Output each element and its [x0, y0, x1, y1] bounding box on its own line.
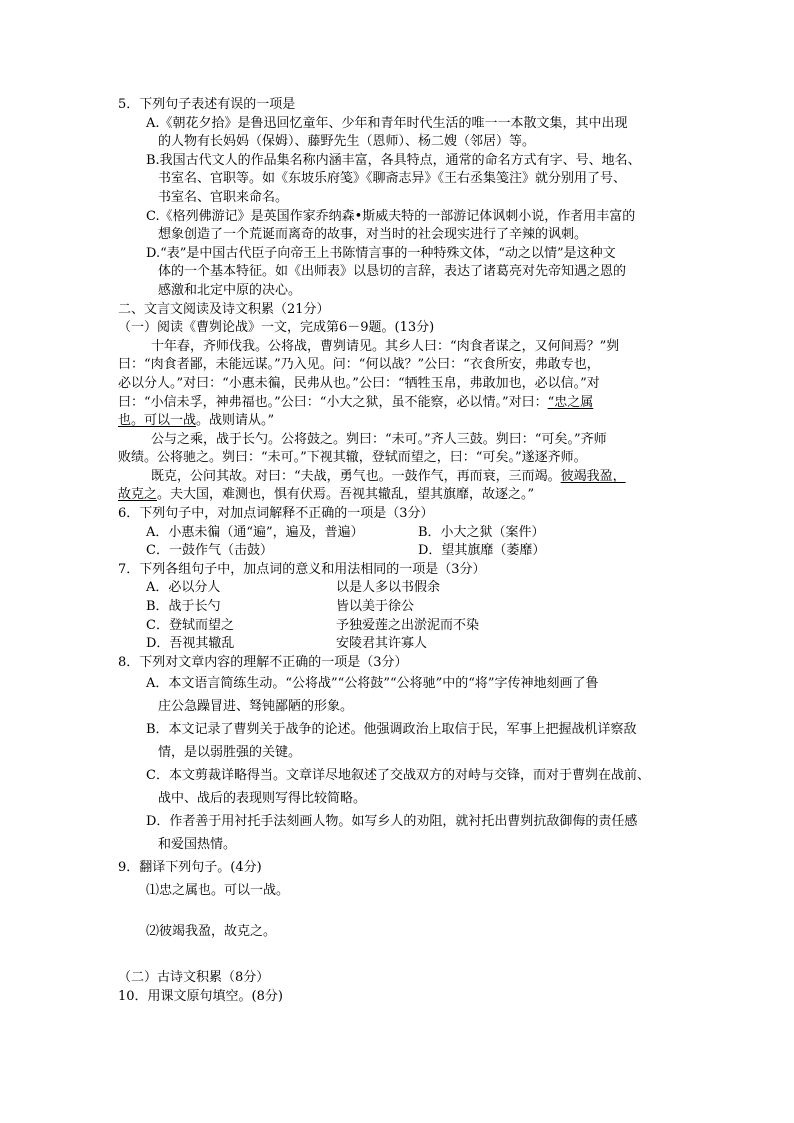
- q7-b-left: B．战于长勺: [146, 599, 221, 615]
- q8-option-d-line2: 和爱国热情。: [158, 837, 237, 853]
- q8-option-b-line1: B．本文记录了曹刿关于战争的论述。他强调政治上取信于民，军事上把握战机详察敌: [146, 722, 637, 738]
- q7-a-right: 以是人多以书假余: [336, 580, 441, 596]
- q7-d-right: 安陵君其许寡人: [336, 636, 428, 652]
- passage-p2-line1: 公与之乘，战于长勺。公将鼓之。刿曰：“未可。”齐人三鼓。刿曰：“可矣。”齐师: [151, 431, 607, 447]
- underlined-sentence-1a: “忠之属: [547, 394, 594, 410]
- q5-option-b-line1: B.我国古代文人的作品集名称内涵丰富，各具特点，通常的命名方式有字、号、地名、: [146, 152, 641, 168]
- q5-option-d-line2: 体的一个基本特征。如《出师表》以恳切的言辞，表达了诸葛亮对先帝知遇之恩的: [158, 264, 627, 280]
- q8-option-a-line1: A．本文语言简练生动。“公将战”“公将鼓”“公将驰”中的“将”字传神地刻画了鲁: [146, 676, 599, 692]
- q5-option-c-line1: C.《格列佛游记》是英国作家乔纳森•斯威夫特的一部游记体讽刺小说，作者用丰富的: [146, 208, 636, 224]
- q6-option-a: A．小惠未徧（通“遍”，遍及，普遍）: [146, 524, 364, 540]
- passage-p3-end: 。夫大国，难测也，惧有伏焉。吾视其辙乱，望其旗靡，故逐之。”: [157, 487, 535, 503]
- q6-option-d: D．望其旗靡（萎靡）: [418, 543, 546, 559]
- q10-title: 10．用课文原句填空。(8分): [118, 989, 283, 1004]
- q5-title: 5．下列句子表述有误的一项是: [118, 97, 296, 112]
- q7-d-left: D．吾视其辙乱: [146, 636, 235, 652]
- passage-p3-line2: [118, 486, 684, 505]
- passage-p1-line2: 曰：“肉食者鄙，未能远谋。”乃入见。问：“何以战？”公曰：“衣食所安，弗敢专也，: [118, 357, 600, 373]
- passage-p3-line1: [118, 468, 684, 487]
- q6-option-c: C．一鼓作气（击鼓）: [146, 543, 273, 559]
- q8-option-d-line1: D．作者善于用衬托手法刻画人物。如写乡人的劝阻，就衬托出曹刿抗敌御侮的责任感: [146, 814, 638, 830]
- q7-row-d: [118, 635, 684, 654]
- q7-c-right: 予独爱莲之出淤泥而不染: [336, 617, 480, 633]
- exam-page: [118, 96, 684, 1007]
- q7-a-left: A．必以分人: [146, 580, 221, 596]
- part-one-heading: （一）阅读《曹刿论战》一文，完成第6－9题。(13分): [118, 320, 435, 336]
- passage-p1-end: 。战则请从。”: [196, 413, 275, 429]
- q5-option-b-line3: 书室名、官职来命名。: [158, 189, 289, 205]
- q6-title: 6．下列句子中，对加点词解释不正确的一项是（3分）: [118, 506, 434, 522]
- q5-option-d-line1: D.“表”是中国古代臣子向帝王上书陈情言事的一种特殊文体，“动之以情”是这种文: [146, 245, 616, 261]
- q7-b-right: 皆以美于徐公: [336, 599, 415, 615]
- q7-row-c: [118, 617, 684, 636]
- q5-option-c-line2: 想象创造了一个荒诞而离奇的故事，对当时的社会现实进行了辛辣的讽刺。: [158, 227, 588, 243]
- q5-option-b-line2: 书室名、官职等。如《东坡乐府笺》《聊斋志异》《王右丞集笺注》就分别用了号、: [158, 171, 627, 187]
- q5-option-a-line2: 的人物有长妈妈（保姆）、藤野先生（恩师）、杨二嫂（邻居）等。: [158, 134, 536, 150]
- q9-answer-space-2: [118, 943, 684, 969]
- passage-p1-line3: 必以分人。”对曰：“小惠未徧，民弗从也。”公曰：“牺牲玉帛，弗敢加也，必以信。”对: [118, 375, 600, 391]
- q7-title: 7．下列各组句子中，加点词的意义和用法相同的一项是（3分）: [118, 561, 486, 577]
- passage-p1-line4-text: 曰：“小信未孚，神弗福也。”公曰：“小大之狱，虽不能察，必以情。”对曰：: [118, 394, 548, 410]
- passage-p2-line2: 败绩。公将驰之。刿曰：“未可。”下视其辙，登轼而望之，曰：“可矣。”遂逐齐师。: [118, 450, 587, 466]
- q6-options-row2: [118, 542, 684, 561]
- q5-option-a-line1: A.《朝花夕拾》是鲁迅回忆童年、少年和青年时代生活的唯一一本散文集，其中出现: [146, 115, 628, 131]
- section-two-heading: 二、文言文阅读及诗文积累（21分）: [118, 301, 330, 317]
- passage-p1-line5: [118, 412, 684, 431]
- q9-sentence-1: ⑴忠之属也。可以一战。: [146, 883, 290, 899]
- q7-row-a: [118, 579, 684, 598]
- q7-row-b: [118, 598, 684, 617]
- q9-sentence-2: ⑵彼竭我盈，故克之。: [146, 924, 277, 940]
- underlined-sentence-2a: 彼竭我盈，: [560, 468, 626, 484]
- q8-option-c-line2: 战中、战后的表现则写得比较简略。: [158, 791, 367, 807]
- q6-option-b: B．小大之狱（案件）: [418, 524, 545, 540]
- q8-option-a-line2: 庄公急躁冒进、驽钝鄙陋的形象。: [158, 699, 354, 715]
- q8-option-b-line2: 情，是以弱胜强的关键。: [158, 745, 302, 761]
- q6-options-row1: [118, 524, 684, 543]
- passage-p1-line4: [118, 394, 684, 413]
- q5-option-d-line3: 感激和北定中原的决心。: [158, 282, 302, 298]
- q8-title: 8．下列对文章内容的理解不正确的一项是（3分）: [118, 654, 408, 670]
- passage-p3-text: 既克，公问其故。对曰：“夫战，勇气也。一鼓作气，再而衰，三而竭。: [151, 468, 561, 484]
- q8-option-c-line1: C．本文剪裁详略得当。文章详尽地叙述了交战双方的对峙与交锋，而对于曹刿在战前、: [146, 768, 650, 784]
- passage-p1-line1: 十年春，齐师伐我。公将战，曹刿请见。其乡人曰：“肉食者谋之，又何间焉？”刿: [151, 338, 620, 354]
- q7-c-left: C．登轼而望之: [146, 617, 234, 633]
- underlined-sentence-2b: 故克之: [118, 487, 158, 503]
- q9-answer-space-1: [118, 902, 684, 920]
- q9-title: 9．翻译下列句子。(4分): [118, 860, 262, 876]
- part-two-heading: （二）古诗文积累（8分）: [118, 970, 270, 986]
- underlined-sentence-1b: 也。可以一战: [118, 413, 197, 429]
